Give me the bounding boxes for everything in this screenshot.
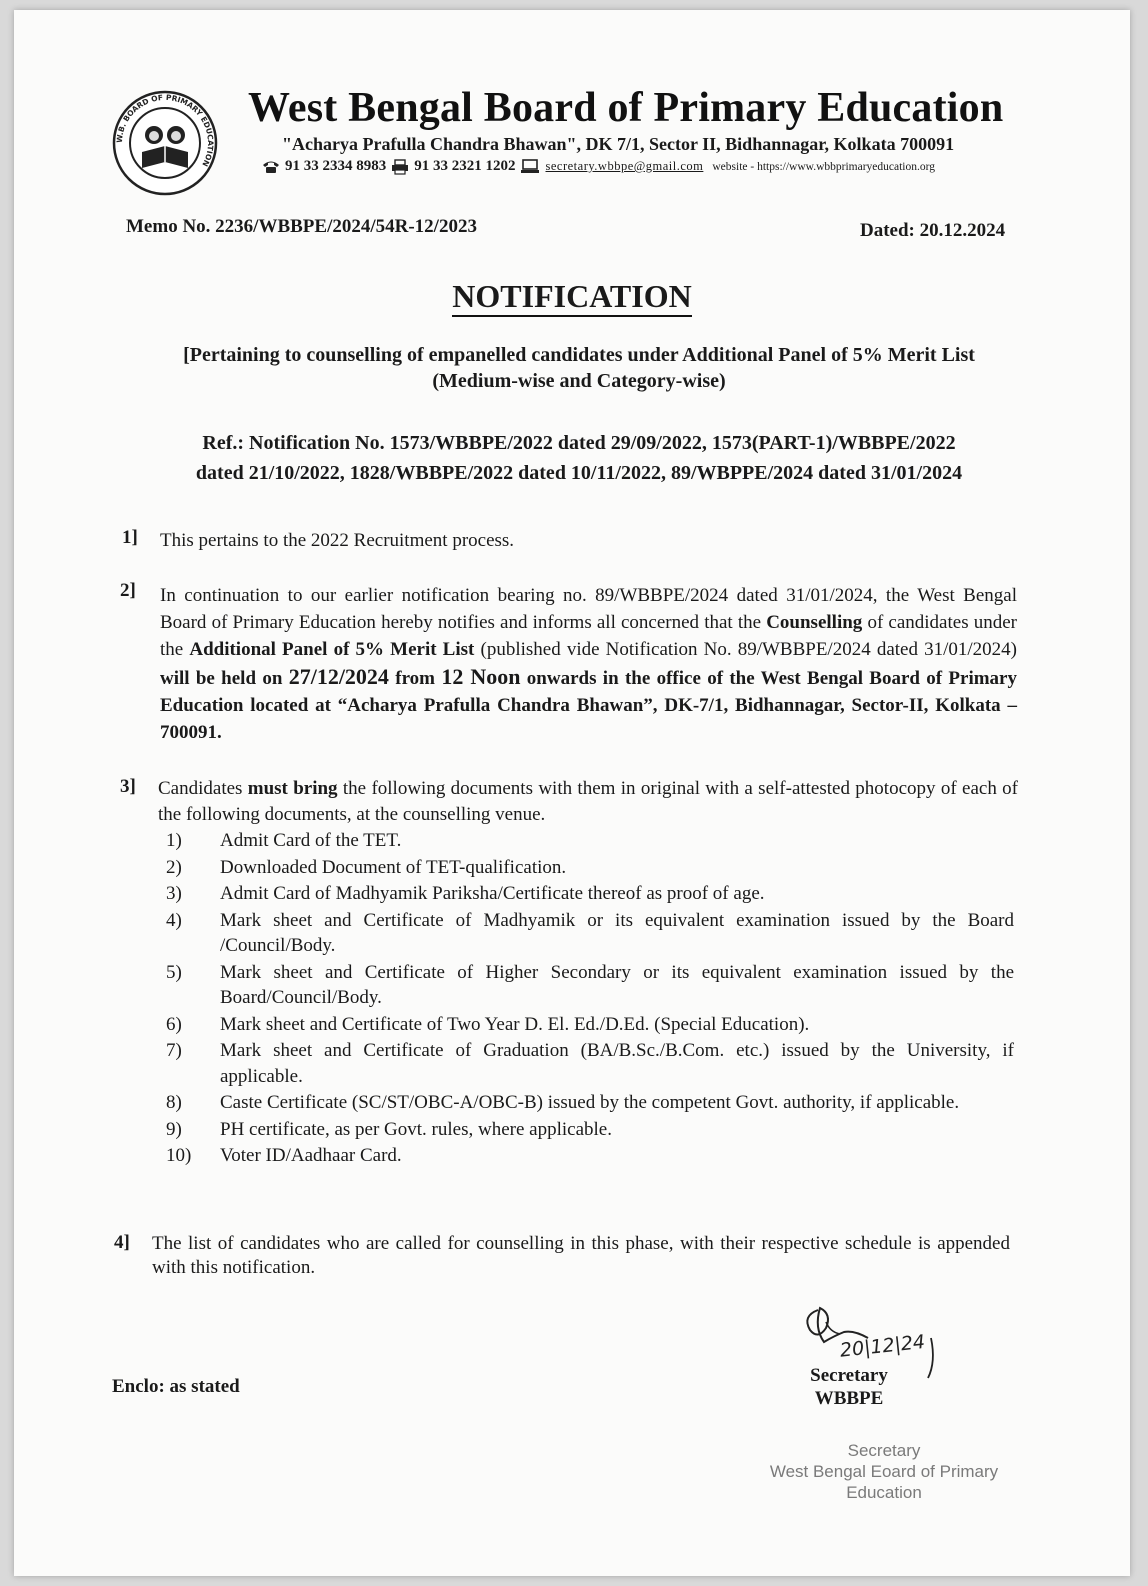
subtitle-line-2: (Medium-wise and Category-wise) <box>432 370 726 392</box>
document-item-number: 2) <box>166 856 182 878</box>
p2-text-2: of candidates under the <box>160 612 1017 660</box>
document-item-number: 4) <box>166 909 182 931</box>
paragraph-4-number: 4] <box>114 1232 130 1253</box>
document-item-text: Admit Card of Madhyamik Pariksha/Certificate thereof as proof of age. <box>220 883 765 904</box>
website-link[interactable]: website - https://www.wbbprimaryeducation.org <box>712 160 935 173</box>
document-item-text: Caste Certificate (SC/ST/OBC-A/OBC-B) issued by the competent Govt. authority, if applicable. <box>220 1092 960 1113</box>
phone-icon <box>262 160 280 174</box>
signatory-title: Secretary <box>810 1365 888 1386</box>
logo-ring-text: W.B. BOARD OF PRIMARY EDUCATION <box>114 92 216 169</box>
documents-list <box>164 828 1014 1170</box>
document-item-number: 3) <box>166 883 182 904</box>
fax-icon <box>391 159 409 175</box>
document-item-text: Mark sheet and Certificate of Higher Secondary or its equivalent examination issued by the Board/Council/Body. <box>220 961 1014 1008</box>
reference <box>114 428 1044 488</box>
enclosure-note: Enclo: as stated <box>112 1376 240 1397</box>
stamp-line-3: Education <box>846 1483 922 1502</box>
paragraph-4: The list of candidates who are called for counselling in this phase, with their respective schedule is appended with this notification. <box>152 1233 1010 1278</box>
document-item-text: Mark sheet and Certificate of Madhyamik or its equivalent examination issued by the Board /Council/Body. <box>220 909 1014 956</box>
paragraph-3-number: 3] <box>120 776 136 797</box>
phone-number: 91 33 2334 8983 <box>285 158 387 174</box>
document-item-number: 8) <box>166 1092 182 1113</box>
p3-text-1: Candidates <box>158 778 248 799</box>
document-item <box>164 960 1014 1011</box>
p2-bold-from: from <box>388 668 442 689</box>
document-item-text: PH certificate, as per Govt. rules, where applicable. <box>220 1118 612 1140</box>
document-item-number: 5) <box>166 961 182 983</box>
document-item-number: 10) <box>166 1145 192 1166</box>
document-item <box>164 908 1014 959</box>
document-item-text: Admit Card of the TET. <box>220 830 402 851</box>
paragraph-2-number: 2] <box>120 580 136 601</box>
fax-number: 91 33 2321 1202 <box>414 158 516 174</box>
p2-bold-venue: onwards in the office of the West Bengal Board of Primary Education located at “Acharya Prafulla Chandra Bhawan”, DK-7/1, Bidhannagar, Sector-II, Kolkata – 700091. <box>160 668 1017 743</box>
stamp-line-1: Secretary <box>847 1441 921 1460</box>
signature-date: 20|12|24 <box>838 1330 927 1362</box>
document-item <box>164 1038 1014 1089</box>
document-item <box>164 855 1014 881</box>
computer-icon <box>521 159 539 174</box>
document-item <box>164 1012 1014 1038</box>
paragraph-3 <box>158 776 1018 828</box>
document-item-number: 1) <box>166 830 182 851</box>
document-item <box>164 1090 1014 1116</box>
p2-bold-panel: Additional Panel of 5% Merit List <box>189 639 475 660</box>
p3-text-2: the following documents with them in original with a self-attested photocopy of each of the following documents, at the counselling venue. <box>158 778 1018 825</box>
document-page <box>14 10 1130 1576</box>
subtitle-line-1: [Pertaining to counselling of empanelled candidates under Additional Panel of 5% Merit List <box>183 344 975 366</box>
document-item-text: Mark sheet and Certificate of Two Year D. El. Ed./D.Ed. (Special Education). <box>220 1013 810 1035</box>
signatory-block <box>794 1364 904 1410</box>
office-stamp <box>754 1440 1014 1503</box>
reference-line-2: dated 21/10/2022, 1828/WBBPE/2022 dated 10/11/2022, 89/WBPPE/2024 dated 31/01/2024 <box>195 462 963 484</box>
signatory-org: WBBPE <box>814 1388 884 1409</box>
paragraph-1: This pertains to the 2022 Recruitment process. <box>160 530 515 551</box>
document-item-number: 7) <box>166 1040 182 1061</box>
p2-text-3: (published vide Notification No. 89/WBBPE/2024 dated 31/01/2024) <box>474 639 1017 660</box>
p2-bold-held: will be held on <box>160 668 289 689</box>
document-item <box>164 1143 1014 1169</box>
contact-line <box>262 158 935 175</box>
p3-bold-must-bring: must bring <box>247 778 338 799</box>
board-logo-icon <box>112 90 218 196</box>
document-item-text: Mark sheet and Certificate of Graduation (BA/B.Sc./B.Com. etc.) issued by the University, if applicable. <box>220 1040 1014 1087</box>
document-item-number: 9) <box>166 1118 182 1140</box>
subtitle <box>114 342 1044 394</box>
paragraph-1-number: 1] <box>122 527 138 548</box>
p2-bold-counselling: Counselling <box>766 612 863 633</box>
page-title-text: NOTIFICATION <box>452 278 691 317</box>
document-item-number: 6) <box>166 1013 182 1035</box>
org-name: West Bengal Board of Primary Education <box>248 85 1004 131</box>
memo-number: Memo No. 2236/WBBPE/2024/54R-12/2023 <box>126 216 477 237</box>
counselling-date: 27/12/2024 <box>288 664 389 689</box>
document-item-text: Downloaded Document of TET-qualification. <box>220 856 567 878</box>
reference-line-1: Ref.: Notification No. 1573/WBBPE/2022 dated 29/09/2022, 1573(PART-1)/WBBPE/2022 <box>202 432 956 454</box>
org-address: "Acharya Prafulla Chandra Bhawan", DK 7/1, Sector II, Bidhannagar, Kolkata 700091 <box>282 134 955 154</box>
stamp-line-2: West Bengal Eoard of Primary <box>769 1462 999 1481</box>
email-link[interactable]: secretary.wbbpe@gmail.com <box>545 159 704 173</box>
document-item-text: Voter ID/Aadhaar Card. <box>220 1145 402 1166</box>
document-item <box>164 1117 1014 1143</box>
document-item <box>164 828 1014 854</box>
page-title <box>14 278 1130 315</box>
p2-text-1: In continuation to our earlier notification bearing no. 89/WBBPE/2024 dated 31/01/2024, the West Bengal Board of Primary Education hereby notifies and informs all concerned that the <box>160 585 1017 633</box>
paragraph-2 <box>160 582 1017 746</box>
counselling-time: 12 Noon <box>441 664 521 689</box>
document-item <box>164 881 1014 907</box>
memo-date: Dated: 20.12.2024 <box>860 220 1006 241</box>
